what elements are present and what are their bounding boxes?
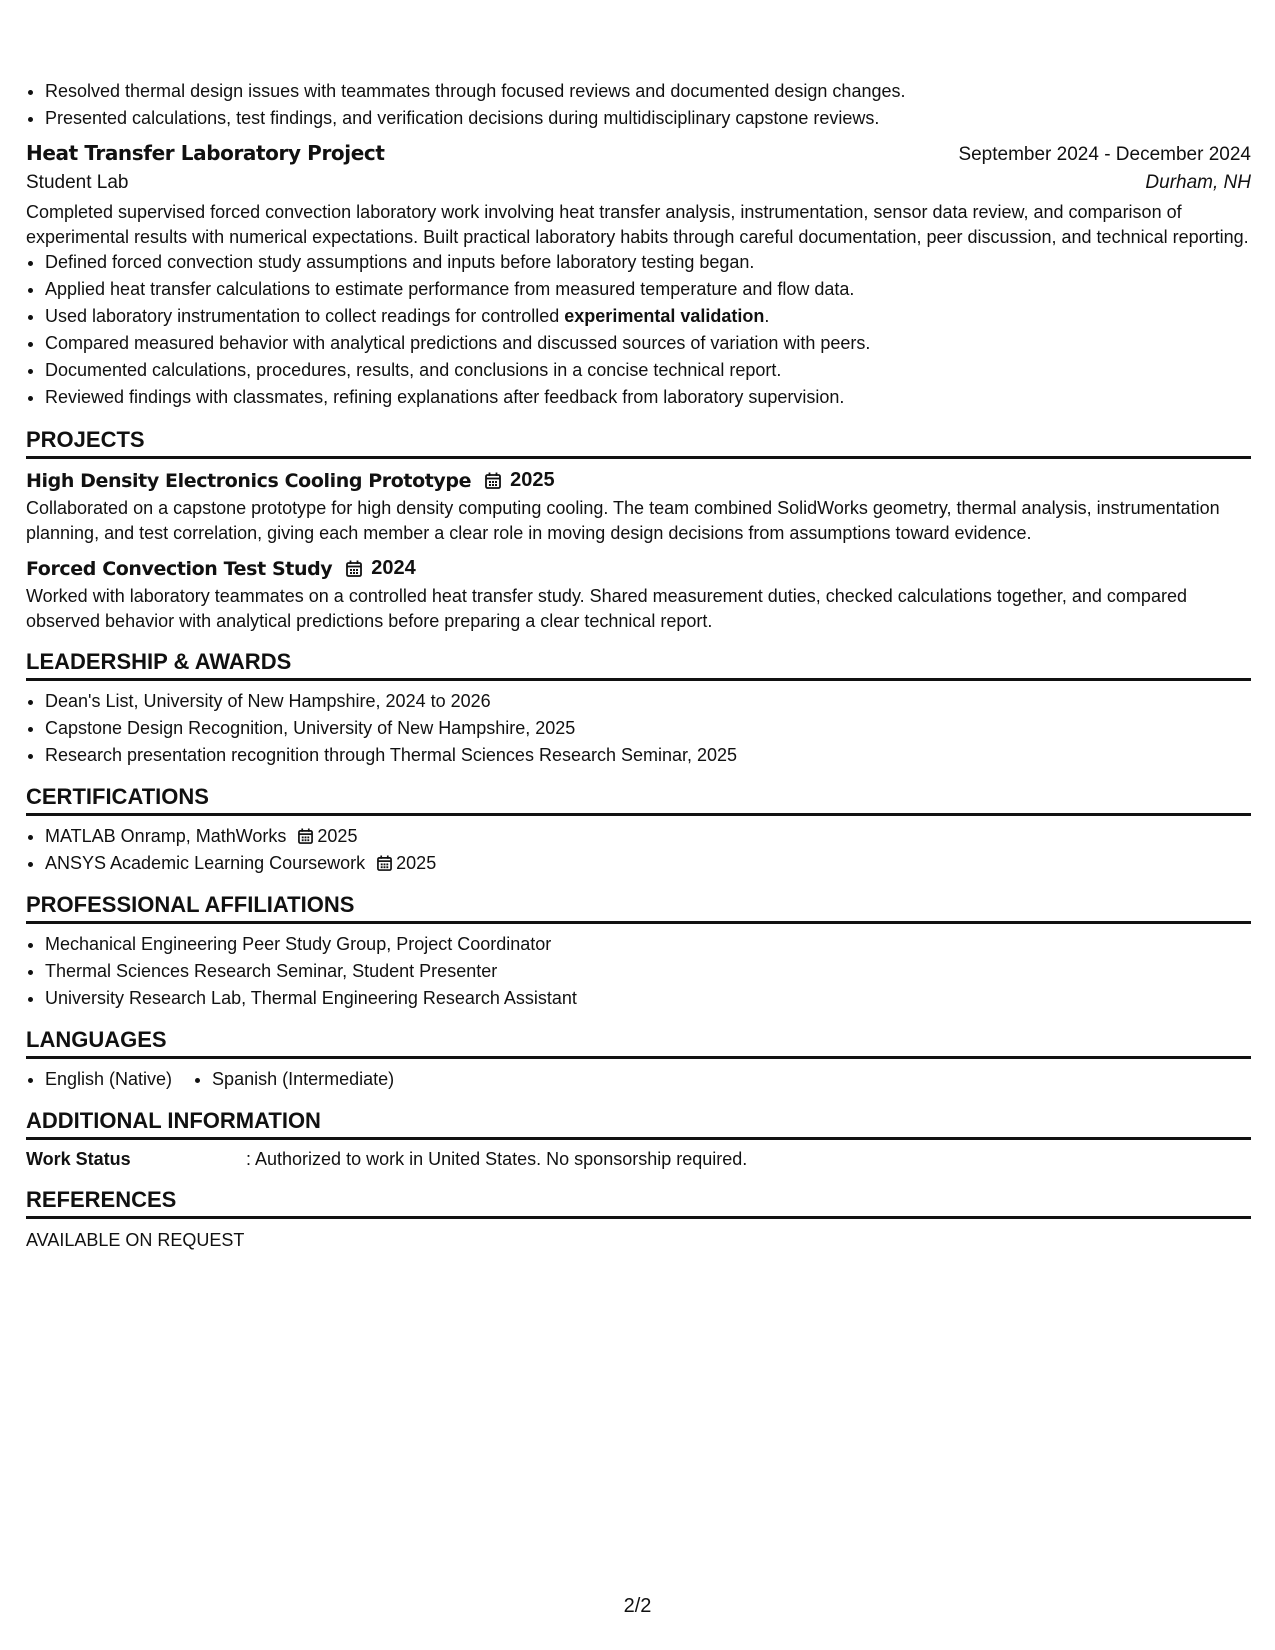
list-item: • Research presentation recognition through Thermal Sciences Research Seminar, 2025 [45, 742, 1251, 769]
list-item: • Documented calculations, procedures, results, and conclusions in a concise technical report. [45, 357, 1251, 384]
certification-year: 2025 [396, 853, 437, 873]
list-item: • Defined forced convection study assumptions and inputs before laboratory testing began. [45, 249, 1251, 276]
languages-section [26, 1027, 1251, 1093]
section-title-certifications: CERTIFICATIONS [26, 784, 1251, 816]
section-title-languages: LANGUAGES [26, 1027, 1251, 1059]
entry-dates: September 2024 - December 2024 [958, 144, 1251, 165]
certification-year: 2025 [317, 826, 358, 846]
certification-name: ANSYS Academic Learning Coursework [45, 853, 366, 873]
project-item [26, 469, 1251, 546]
lab-entry-subheader [26, 172, 1251, 194]
languages-list [26, 1066, 1251, 1093]
page-number: 2/2 [623, 1595, 652, 1617]
entry-org: Student Lab [26, 172, 129, 193]
additional-section [26, 1108, 1251, 1172]
certifications-section [26, 784, 1251, 877]
certifications-list [26, 823, 1251, 877]
section-title-projects: PROJECTS [26, 427, 1251, 459]
work-status-row [26, 1147, 1251, 1172]
references-section [26, 1187, 1251, 1253]
calendar-icon [298, 828, 313, 844]
leadership-section [26, 649, 1251, 769]
section-title-leadership: LEADERSHIP & AWARDS [26, 649, 1251, 681]
affiliations-list [26, 931, 1251, 1012]
list-item: • Spanish (Intermediate) [212, 1066, 394, 1093]
project-header [26, 469, 1251, 492]
calendar-icon [377, 855, 392, 871]
section-title-affiliations: PROFESSIONAL AFFILIATIONS [26, 892, 1251, 924]
project-header [26, 557, 1251, 580]
calendar-icon [485, 472, 501, 489]
work-status-value: : Authorized to work in United States. No sponsorship required. [246, 1149, 748, 1169]
list-item: • English (Native) [45, 1066, 172, 1093]
bullet-emphasis: experimental validation [564, 306, 765, 326]
entry-summary: Completed supervised forced convection laboratory work involving heat transfer analysis, instrumentation, sensor data review, and comparison of experimental results with numerical expectations. Built practical laboratory habits through careful documentation, peer discussion, and technical reporting. [26, 202, 1249, 247]
list-item: • Resolved thermal design issues with teammates through focused reviews and documented design changes. [45, 78, 1251, 105]
list-item [45, 303, 1251, 330]
projects-section [26, 427, 1251, 634]
list-item: • Applied heat transfer calculations to estimate performance from measured temperature and flow data. [45, 276, 1251, 303]
leadership-list [26, 688, 1251, 769]
resume-page [26, 78, 1251, 1253]
affiliations-section [26, 892, 1251, 1012]
project-year: 2025 [510, 469, 555, 491]
list-item: • Thermal Sciences Research Seminar, Student Presenter [45, 958, 1251, 985]
list-item: • Dean's List, University of New Hampshire, 2024 to 2026 [45, 688, 1251, 715]
references-text: AVAILABLE ON REQUEST [26, 1230, 245, 1250]
list-item: • Presented calculations, test findings, and verification decisions during multidisciplinary capstone reviews. [45, 105, 1251, 132]
project-title: Forced Convection Test Study [26, 557, 333, 580]
project-year: 2024 [371, 557, 416, 579]
project-description: Collaborated on a capstone prototype for high density computing cooling. The team combined SolidWorks geometry, thermal analysis, instrumentation planning, and test correlation, giving each member a clear role in moving design decisions from assumptions toward evidence. [26, 498, 1220, 543]
experience-tail-bullets [26, 78, 1251, 132]
list-item: • Compared measured behavior with analytical predictions and discussed sources of variation with peers. [45, 330, 1251, 357]
lab-entry-bullets [26, 249, 1251, 411]
entry-location: Durham, NH [1145, 172, 1251, 193]
section-title-additional: ADDITIONAL INFORMATION [26, 1108, 1251, 1140]
project-item [26, 557, 1251, 634]
bullet-text: . [764, 306, 770, 326]
list-item [45, 823, 1251, 850]
bullet-text: Used laboratory instrumentation to collect readings for controlled [45, 306, 565, 326]
calendar-icon [346, 560, 362, 577]
list-item [45, 850, 1251, 877]
lab-entry-header [26, 141, 1251, 166]
work-status-label: Work Status [26, 1149, 131, 1169]
list-item: • University Research Lab, Thermal Engineering Research Assistant [45, 985, 1251, 1012]
list-item: • Capstone Design Recognition, University of New Hampshire, 2025 [45, 715, 1251, 742]
list-item: • Mechanical Engineering Peer Study Group, Project Coordinator [45, 931, 1251, 958]
entry-title: Heat Transfer Laboratory Project [26, 141, 385, 165]
section-title-references: REFERENCES [26, 1187, 1251, 1219]
project-title: High Density Electronics Cooling Prototype [26, 469, 472, 492]
certification-name: MATLAB Onramp, MathWorks [45, 826, 287, 846]
lab-entry [26, 141, 1251, 411]
project-description: Worked with laboratory teammates on a controlled heat transfer study. Shared measurement duties, checked calculations together, and compared observed behavior with analytical predictions before preparing a clear technical report. [26, 586, 1187, 631]
list-item: • Reviewed findings with classmates, refining explanations after feedback from laboratory supervision. [45, 384, 1251, 411]
